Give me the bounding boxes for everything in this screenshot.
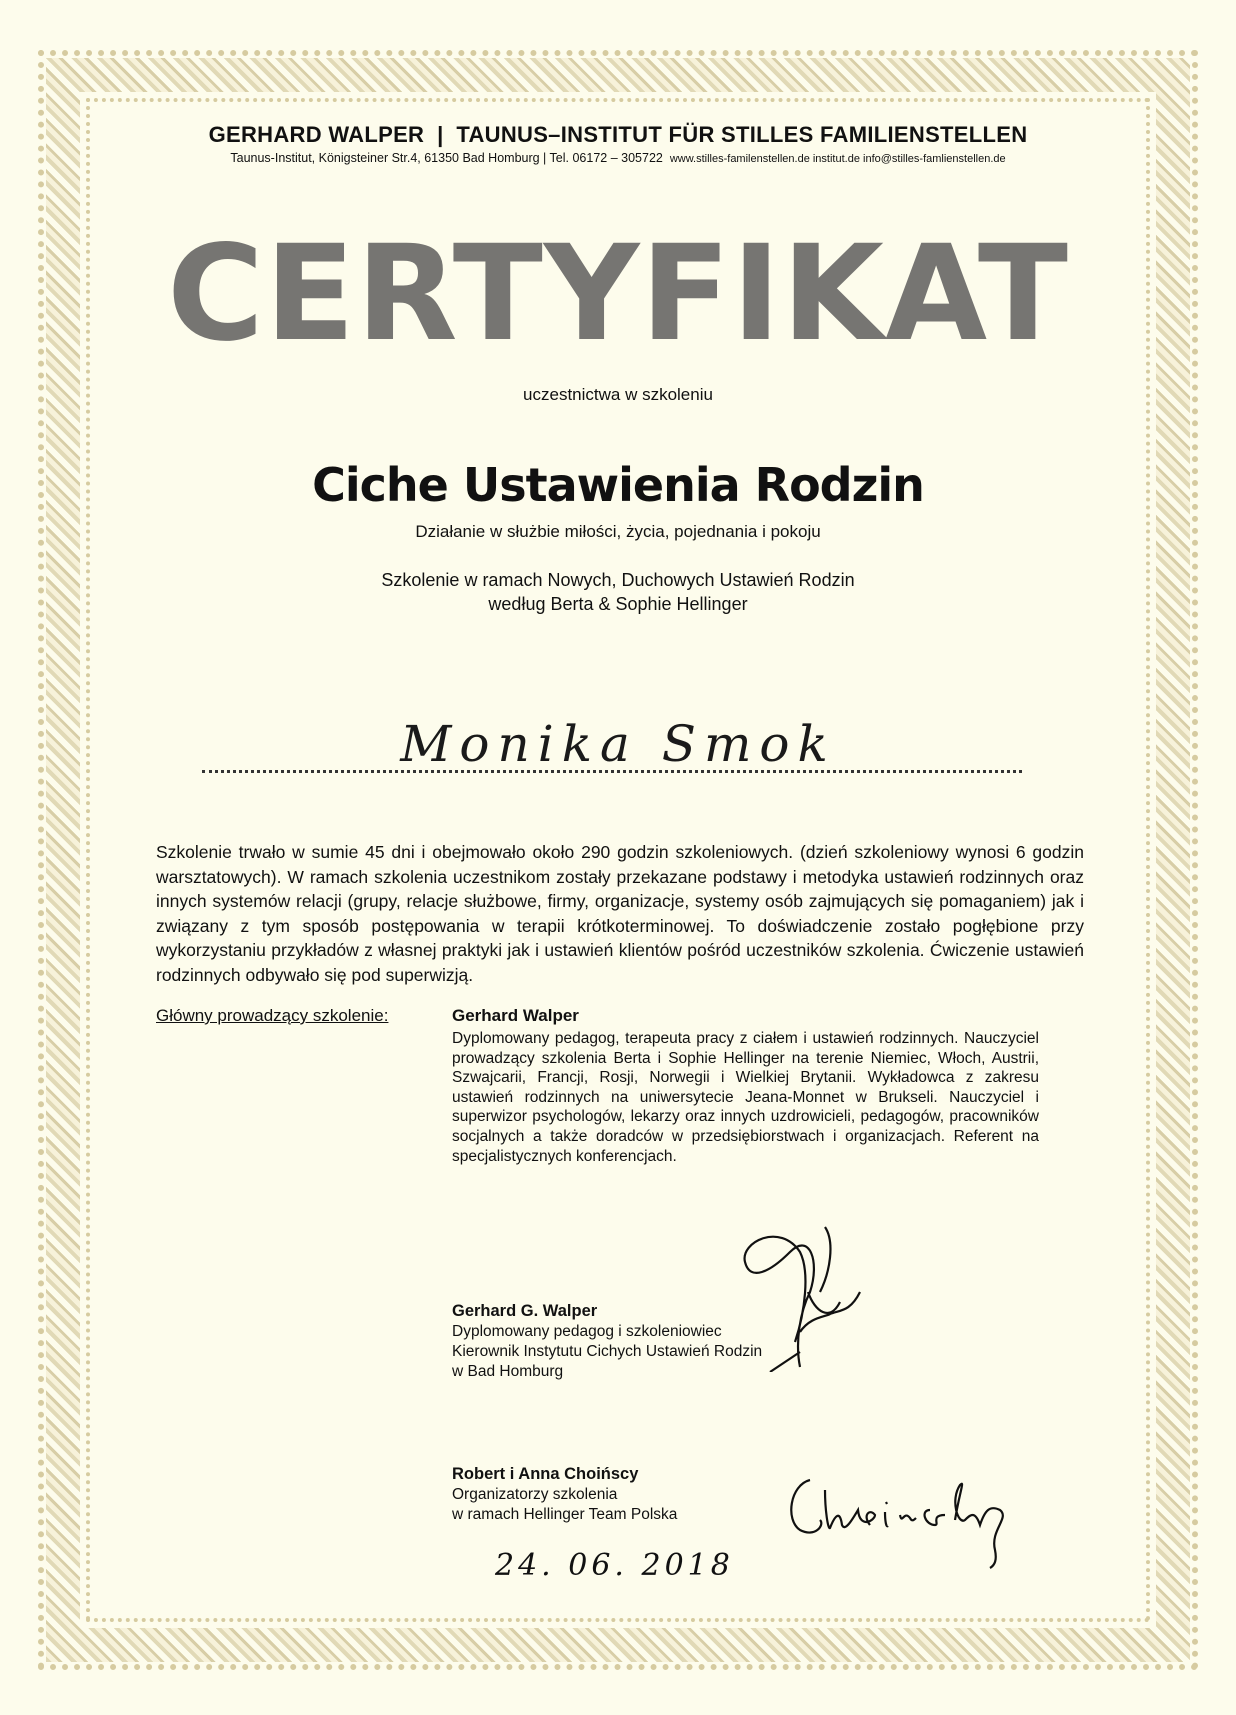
lead-trainer-label: Główny prowadzący szkolenie: <box>156 1006 389 1025</box>
name-dotted-line <box>202 770 1022 773</box>
handwritten-date: 24. 06. 2018 <box>495 1548 734 1583</box>
signatory-location: w Bad Homburg <box>452 1363 564 1380</box>
signatory-choinscy <box>452 1464 677 1525</box>
choinscy-signature <box>780 1470 1040 1570</box>
lead-trainer-bio: Dyplomowany pedagog, terapeuta pracy z ciałem i ustawień rodzinnych. Nauczyciel prowadzący szkolenia Berta i Sophie Hellinger na terenie Niemiec, Włoch, Austrii, Szwajcarii, Francji, Rosji, Norwegii i Wielkiej Brytanii. Wykładowca z zakresu ustawień rodzinnych na uniwersytecie Jeana-Monnet w Brukseli. Nauczyciel i superwizor psychologów, lekarzy oraz innych uzdrowicieli, pedagogów, pracowników socjalnych a także doradców w przedsiębiorstwach i organizacjach. Referent na specjalistycznych konferencjach. <box>452 1030 1039 1165</box>
signatory-name: Robert i Anna Choińscy <box>452 1465 639 1483</box>
participant-name-handwritten: Monika Smok <box>400 715 836 773</box>
signatory-role: w ramach Hellinger Team Polska <box>452 1506 678 1523</box>
participation-label: uczestnictwa w szkoleniu <box>523 385 713 404</box>
institute-header: GERHARD WALPER | TAUNUS–INSTITUT FÜR STILLES FAMILIENSTELLEN <box>208 122 1028 147</box>
signatory-role: Kierownik Instytutu Cichych Ustawień Rodzin <box>452 1343 763 1360</box>
framework-line-2: według Berta & Sophie Hellinger <box>488 594 748 614</box>
framework-line-1: Szkolenie w ramach Nowych, Duchowych Ustawień Rodzin <box>381 570 855 590</box>
signatory-name: Gerhard G. Walper <box>452 1302 598 1320</box>
institute-web: www.stilles-familenstellen.de institut.de info@stilles-famlienstellen.de <box>669 153 1006 165</box>
certificate-heading: CERTYFIKAT <box>167 217 1069 371</box>
course-title: Ciche Ustawienia Rodzin <box>312 458 924 512</box>
lead-trainer-name: Gerhard Walper <box>452 1006 579 1025</box>
signatory-role: Organizatorzy szkolenia <box>452 1486 618 1503</box>
institute-address: Taunus-Institut, Königsteiner Str.4, 61350 Bad Homburg | Tel. 06172 – 305722 <box>230 151 663 165</box>
course-description: Szkolenie trwało w sumie 45 dni i obejmowało około 290 godzin szkoleniowych. (dzień szkoleniowy wynosi 6 godzin warsztatowych). W ramach szkolenia uczestnikom zostały przekazane podstawy i metodyka ustawień rodzinnych oraz innych systemów relacji (grupy, relacje służbowe, firmy, organizacje, systemy osób zajmujących się pomaganiem) jak i związany z tym sposób postępowania w terapii krótkoterminowej. To doświadczenie zostało pogłębione przy wykorzystaniu przykładów z własnej praktyki jak i ustawień klientów pośród uczestników szkolenia. Ćwiczenie ustawień rodzinnych odbywało się pod superwizją. <box>156 842 1084 985</box>
signatory-role: Dyplomowany pedagog i szkoleniowiec <box>452 1323 722 1340</box>
signatory-walper <box>452 1301 762 1382</box>
walper-signature <box>740 1222 870 1372</box>
course-subtitle: Działanie w służbie miłości, życia, pojednania i pokoju <box>415 522 821 541</box>
institute-contact <box>0 151 1236 165</box>
